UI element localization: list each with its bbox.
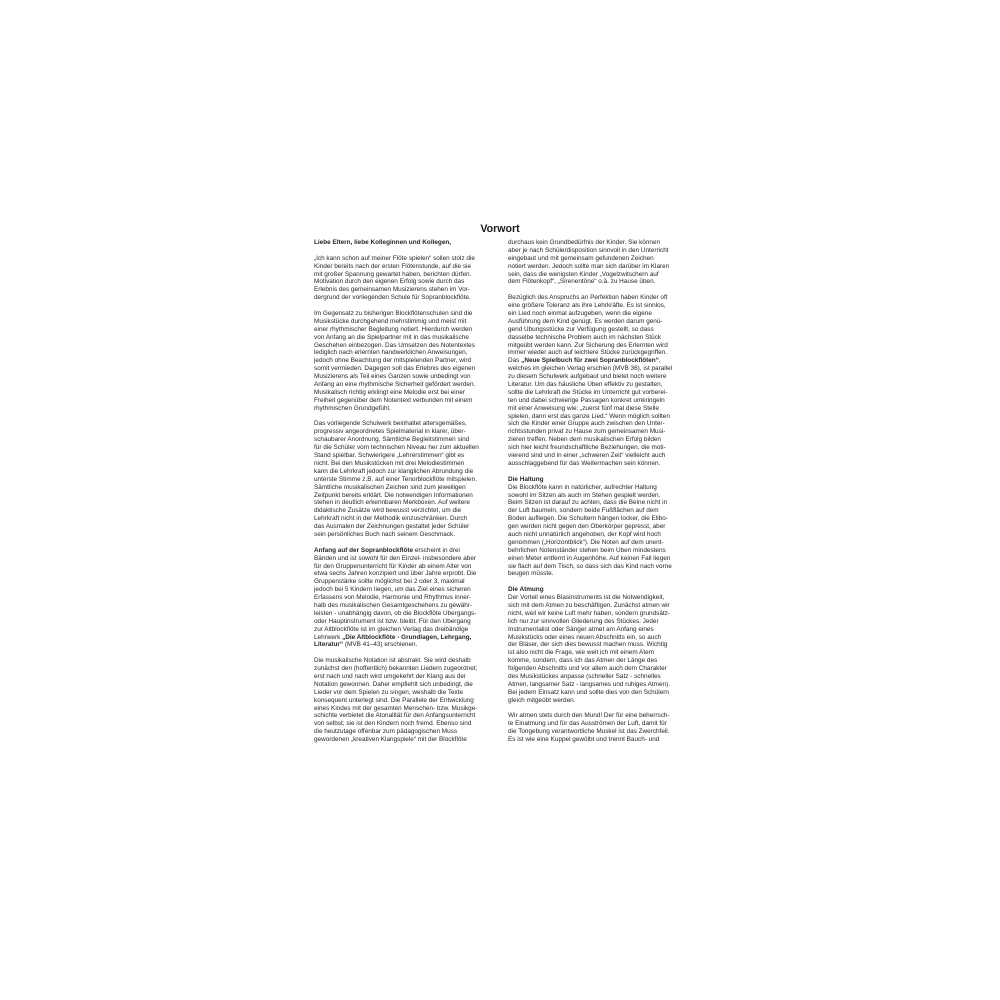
paragraph-gap <box>314 539 499 547</box>
text-segment: immer wieder auch auf leichtere Stücke zurückgegriffen. <box>508 349 668 357</box>
text-segment: unterste Stimme z.B. auf einer Tenorblockflöte mitspielen. <box>314 475 477 483</box>
text-line <box>508 444 693 452</box>
text-line <box>314 492 499 500</box>
text-segment: erscheint in drei <box>413 546 460 554</box>
text-segment: leisten - unabhängig davon, ob die Blockflöte Übergangs- <box>314 609 477 617</box>
text-line <box>508 531 693 539</box>
text-segment: Die Blockflöte kann in natürlicher, aufrechter Haltung <box>508 483 657 491</box>
text-segment: ten und dabei schwierige Passagen konkret umkringeln <box>508 396 665 404</box>
text-segment: etwa sechs Jahren konzipiert und über Jahre erprobt. Die <box>314 570 477 578</box>
text-line <box>314 436 499 444</box>
text-segment: rhythmischen Grundgefühl. <box>314 404 391 412</box>
text-line <box>508 428 693 436</box>
text-line <box>314 452 499 460</box>
text-line <box>314 365 499 373</box>
text-segment: beugen müsste. <box>508 570 554 578</box>
text-segment: einen Meter entfernt in Augenhöhe. Auf keinen Fall liegen <box>508 554 671 562</box>
text-segment: halb des musikalischen Gesamtgeschehens zu gewähr- <box>314 601 473 609</box>
text-segment: schichte verbietet die Atonalität für den Anfangsunterricht <box>314 712 476 720</box>
text-line <box>508 665 693 673</box>
text-segment: sowohl im Sitzen als auch im Stehen gespielt werden. <box>508 491 661 499</box>
text-line <box>508 476 693 484</box>
text-line <box>508 570 693 578</box>
text-line <box>314 334 499 342</box>
bold-text: Die Haltung <box>508 475 544 483</box>
text-line <box>314 697 499 705</box>
text-line <box>314 326 499 334</box>
text-segment: Bezüglich des Anspruchs an Perfektion haben Kinder oft <box>508 294 668 302</box>
text-line <box>508 555 693 563</box>
text-line <box>508 420 693 428</box>
bold-text: Die Atmung <box>508 586 544 594</box>
text-line <box>508 318 693 326</box>
text-line <box>508 641 693 649</box>
text-line <box>314 239 499 247</box>
text-segment: Die musikalische Notation ist abstrakt. Sie wird deshalb <box>314 657 471 665</box>
text-line <box>314 523 499 531</box>
text-segment: zur Altblockflöte ist im gleichen Verlag das dreibändige <box>314 625 469 633</box>
text-segment: mit großer Spannung gewartet haben, berichten dürfen. <box>314 270 472 278</box>
text-segment: nicht, weil wir keine Luft mehr haben, sondern grundsätz- <box>508 609 670 617</box>
text-segment: sie flach auf dem Tisch, so dass sich das Kind nach vorne <box>508 562 672 570</box>
text-line <box>508 523 693 531</box>
text-line <box>314 673 499 681</box>
text-line <box>508 499 693 507</box>
text-line <box>314 634 499 642</box>
text-line <box>508 736 693 744</box>
text-line <box>314 484 499 492</box>
text-segment: ausschlaggebend für das Weitermachen sein können. <box>508 459 661 467</box>
text-segment: Sämtliche musikalischen Zeichen sind zum jeweiligen <box>314 483 466 491</box>
text-segment: aber je nach Schülerdisposition sinnvoll in den Unterricht <box>508 246 669 254</box>
text-segment: oder Hauptinstrument ist bzw. bleibt. Für den Übergang <box>314 617 471 625</box>
bold-text: Liebe Eltern, liebe Kolleginnen und Kollegen, <box>314 239 452 246</box>
paragraph-gap <box>314 247 499 255</box>
text-line <box>314 428 499 436</box>
text-segment: sich mit dem Atmen zu beschäftigen. Zunächst atmen wir <box>508 601 670 609</box>
text-segment: der Bläser, der sich dies bewusst machen muss. Wichtig <box>508 641 668 649</box>
text-segment: Erfassens von Melodie, Harmonie und Rhythmus inner- <box>314 594 471 602</box>
text-line <box>508 365 693 373</box>
text-line <box>314 271 499 279</box>
text-line <box>314 657 499 665</box>
text-line <box>508 539 693 547</box>
text-segment: Anfang an eine rhythmische Sicherheit gefördert werden. <box>314 381 476 389</box>
text-line <box>508 507 693 515</box>
text-segment: eingebaut und mit gemeinsam gefundenen Zeichen <box>508 254 654 262</box>
text-segment: progressiv angeordnetes Spielmaterial in klarer, über- <box>314 428 466 436</box>
text-segment: spielen, dann erst das ganze Lied.“ Wenn möglich sollten <box>508 412 670 420</box>
text-segment: lediglich nach erlernten handwerklichen Anweisungen, <box>314 349 468 357</box>
text-line <box>314 728 499 736</box>
text-segment: einer rhythmischer Begleitung notiert. Hierdurch werden <box>314 325 473 333</box>
text-line <box>508 712 693 720</box>
text-line <box>508 634 693 642</box>
text-segment: genommen („Horizontblick“). Die Noten auf dem unent- <box>508 538 664 546</box>
text-segment: (MVB 41–43) erschienen. <box>343 641 418 649</box>
text-line <box>508 618 693 626</box>
text-line <box>314 610 499 618</box>
text-segment: Freiheit gegenüber dem Notentext verbunden mit einem <box>314 396 473 404</box>
paragraph-gap <box>508 705 693 713</box>
text-segment: folgenden Abschnitts und vor allem auch dem Charakter <box>508 665 667 673</box>
text-line <box>314 286 499 294</box>
text-line <box>314 705 499 713</box>
text-line <box>508 271 693 279</box>
text-line <box>314 578 499 586</box>
text-line <box>508 342 693 350</box>
text-segment: zunächst den (hoffentlich) bekannten Liedern zugeordnet; <box>314 665 478 673</box>
text-segment: jedoch ohne Beachtung der mitspielenden Partner, wird <box>314 357 472 365</box>
text-segment: Beim Sitzen ist darauf zu achten, dass die Beine nicht in <box>508 499 668 507</box>
text-line <box>314 618 499 626</box>
text-line <box>314 405 499 413</box>
text-segment: behrlichen Notenständer stehen beim Üben mindestens <box>508 546 666 554</box>
text-segment: Gruppenstärke sollte möglichst bei 2 oder 3, maximal <box>314 578 465 586</box>
text-segment: zieren treffen. Neben dem musikalischen Erfolg bilden <box>508 436 661 444</box>
text-line <box>314 602 499 610</box>
text-column-right <box>508 239 693 744</box>
text-segment: Der Vorteil eines Blasinstruments ist die Notwendigkeit, <box>508 594 665 602</box>
text-line <box>508 484 693 492</box>
text-line <box>314 531 499 539</box>
text-segment: eines Kindes mit der gesamten Menschen- bzw. Musikge- <box>314 704 478 712</box>
text-segment: dasselbe technische Problem auch im nächsten Stück <box>508 333 662 341</box>
text-segment: nicht. Bei den Musikstücken mit drei Melodiestimmen <box>314 459 465 467</box>
text-segment: für den Gruppenunterricht für Kinder ab einem Alter von <box>314 562 472 570</box>
text-line <box>314 420 499 428</box>
text-segment: sich hier leicht freundschaftliche Beziehungen, die moti- <box>508 444 666 452</box>
text-segment: von Anfang an die Spielpartner mit in das musikalische <box>314 333 469 341</box>
text-segment: Das vorliegende Schulwerk beinhaltet altersgemäßes, <box>314 420 467 428</box>
text-line <box>508 460 693 468</box>
text-segment: Motivation durch den eigenen Erfolg sowie durch das <box>314 278 465 286</box>
text-line <box>508 681 693 689</box>
text-line <box>314 665 499 673</box>
text-segment: somit vermieden. Dagegen soll das Erlebnis des eigenen <box>314 365 476 373</box>
text-line <box>508 389 693 397</box>
text-line <box>508 349 693 357</box>
text-segment: Erlebnis des gemeinsamen Musizierens stehen im Vor- <box>314 286 470 294</box>
text-segment: te Einatmung und für das Ausströmen der Luft, damit für <box>508 720 667 728</box>
text-line <box>314 310 499 318</box>
text-line <box>314 515 499 523</box>
text-segment: Atmen, langsamer Satz - langsames und ruhiges Atmen). <box>508 680 670 688</box>
text-line <box>314 389 499 397</box>
text-line <box>508 547 693 555</box>
text-segment: ein Lied noch einmal aufzugeben, wenn die eigene <box>508 310 652 318</box>
text-segment: Kinder bereits nach der ersten Flötenstunde, auf die sie <box>314 262 472 270</box>
text-segment: erst nach und nach wird umgekehrt der Klang aus der <box>314 672 467 680</box>
text-segment: eine größere Toleranz als ihre Lehrkräfte. Es ist sinnlos, <box>508 302 666 310</box>
text-line <box>314 570 499 578</box>
text-segment: zu diesem Schulwerk aufgebaut und bietet noch weitere <box>508 373 667 381</box>
text-line <box>314 681 499 689</box>
text-segment: Es ist wie eine Kuppel gewölbt und trennt Bauch- und <box>508 736 660 744</box>
text-line <box>508 673 693 681</box>
text-segment: mitgeübt werden kann. Zur Sicherung des Erlernten wird <box>508 341 668 349</box>
text-segment: Instrumentalist oder Sänger atmet am Anfang eines <box>508 625 654 633</box>
text-line <box>508 326 693 334</box>
text-line <box>314 720 499 728</box>
text-line <box>508 602 693 610</box>
text-segment: des Musikstückes anpasse (schneller Satz - schnelles <box>508 672 661 680</box>
text-segment: die heutzutage offenbar zum pädagogischen Muss <box>314 728 458 736</box>
text-segment: für die Schüler vom technischen Niveau her zum aktuellen <box>314 444 479 452</box>
text-segment: notiert werden. Jedoch sollte man sich darüber im Klaren <box>508 262 670 270</box>
text-line <box>314 278 499 286</box>
paragraph-gap <box>508 578 693 586</box>
text-segment: vierend sind und in einer „schweren Zeit“ vielleicht auch <box>508 452 666 460</box>
text-segment: sich die Kinder einer Gruppe auch zwischen den Unter- <box>508 420 665 428</box>
paragraph-gap <box>508 468 693 476</box>
text-segment: Musizierens als Teil eines Ganzen sowie unbedingt von <box>314 373 471 381</box>
text-segment: Boden aufliegen. Die Schultern hängen locker, die Ellbo- <box>508 515 668 523</box>
text-segment: gen werden nicht gegen den Oberkörper gepresst, aber <box>508 523 666 531</box>
text-line <box>314 373 499 381</box>
text-line <box>314 476 499 484</box>
text-line <box>508 610 693 618</box>
text-segment: konsequent unterlegt sind. Die Parallele der Entwicklung <box>314 696 474 704</box>
text-segment: dem Flötenkopf“, „Sirenentöne“ o.ä. zu Hause üben. <box>508 278 656 286</box>
text-segment: „Ich kann schon auf meiner Flöte spielen“ sollen stolz die <box>314 254 475 262</box>
text-line <box>314 594 499 602</box>
text-segment: gleich mitgeübt werden. <box>508 696 576 704</box>
page-title: Vorwort <box>480 223 520 235</box>
text-segment: die Tongebung verantwortliche Muskel ist das Zwerchfell. <box>508 728 670 736</box>
text-line <box>314 342 499 350</box>
text-segment: schaubarer Anordnung. Sämtliche Begleitstimmen sind <box>314 436 470 444</box>
text-line <box>508 381 693 389</box>
text-segment: Lehrkraft nicht in der Methodik einzuschränken. Durch <box>314 515 468 523</box>
text-line <box>508 728 693 736</box>
text-line <box>508 373 693 381</box>
text-line <box>314 689 499 697</box>
text-line <box>314 294 499 302</box>
text-segment: Bei jedem Einsatz kann und sollte dies von den Schülern <box>508 688 669 696</box>
text-line <box>314 555 499 563</box>
text-line <box>314 499 499 507</box>
bold-text: Anfang auf der Sopranblockflöte <box>314 546 414 554</box>
text-line <box>314 444 499 452</box>
text-line <box>314 736 499 744</box>
text-line <box>508 492 693 500</box>
text-segment: Wir atmen stets durch den Mund! Der für eine beherrsch- <box>508 712 670 720</box>
text-segment: ist also nicht die Frage, wie weit ich mit einem Atem <box>508 649 654 657</box>
text-segment: Im Gegensatz zu bisherigen Blockflötenschulen sind die <box>314 310 473 318</box>
text-line <box>508 452 693 460</box>
text-segment: Musikalisch richtig erklingt eine Melodie erst bei einer <box>314 388 465 396</box>
text-line <box>314 507 499 515</box>
text-segment: durchaus kein Grundbedürfnis der Kinder. Sie können <box>508 239 661 246</box>
text-line <box>314 641 499 649</box>
text-line <box>314 712 499 720</box>
text-line <box>508 626 693 634</box>
paragraph-gap <box>508 286 693 294</box>
text-segment: Zeitpunkt bereits erklärt. Die notwendigen Informationen <box>314 491 473 499</box>
text-line <box>508 689 693 697</box>
text-line <box>508 586 693 594</box>
text-line <box>314 318 499 326</box>
text-line <box>314 263 499 271</box>
text-line <box>508 563 693 571</box>
text-segment: Geschehen einbezogen. Das Umsetzen des Notentextes <box>314 341 475 349</box>
text-line <box>508 357 693 365</box>
text-segment: das Ausmalen der Zeichnungen gestaltet jeder Schüler <box>314 523 470 531</box>
text-segment: von selbst; sie ist den Kindern noch fremd. Ebenso sind <box>314 720 472 728</box>
text-segment: Bänden und ist sowohl für den Einzel- insbesondere aber <box>314 554 477 562</box>
text-column-left <box>314 239 499 744</box>
text-segment: Notation gewonnen. Daher empfiehlt sich unbedingt, die <box>314 680 473 688</box>
text-segment: welches im gleichen Verlag erschien (MVB 36), ist parallel <box>508 365 673 373</box>
text-segment: gend Übungsstücke zur Verfügung gestellt, so dass <box>508 325 654 333</box>
text-segment: richtsstunden privat zu Hause zum gemeinsamen Musi- <box>508 428 666 436</box>
text-line <box>314 563 499 571</box>
text-line <box>508 263 693 271</box>
text-line <box>314 255 499 263</box>
text-segment: mit einer Anweisung wie: „zuerst fünf mal diese Stelle <box>508 404 659 412</box>
paragraph-gap <box>314 302 499 310</box>
text-segment: sein, dass die wenigsten Kinder „Vogelzwitschern auf <box>508 270 659 278</box>
text-line <box>508 697 693 705</box>
text-line <box>314 357 499 365</box>
text-line <box>314 468 499 476</box>
text-segment: , <box>658 357 661 365</box>
text-segment: sollte die Lehrkraft die Stücke im Unterricht gut vorberei- <box>508 388 668 396</box>
text-line <box>314 381 499 389</box>
text-line <box>508 278 693 286</box>
text-segment: didaktische Zusätze wird bewusst verzichtet, um die <box>314 507 462 515</box>
text-line <box>314 626 499 634</box>
text-line <box>314 349 499 357</box>
text-segment: lich nur zur sinnvollen Gliederung des Stückes. Jeder <box>508 617 659 625</box>
text-segment: sein persönliches Buch nach seinem Geschmack. <box>314 530 456 538</box>
text-line <box>314 586 499 594</box>
text-line <box>508 302 693 310</box>
text-segment: Das <box>508 357 522 365</box>
text-segment: dergrund der vorliegenden Schule für Sopranblockflöte. <box>314 294 471 302</box>
text-segment: gewordenen „kreativen Klangspiele“ mit der Blockflöte <box>314 736 467 744</box>
text-segment: komme, sondern, dass ich das Atmen der Länge des <box>508 657 658 665</box>
text-segment: jedoch bei 5 Kindern liegen, um das Ziel eines sicheren <box>314 586 471 594</box>
text-line <box>508 239 693 247</box>
text-line <box>314 397 499 405</box>
text-segment: Lieder vor dem Spielen zu singen, weshalb die Texte <box>314 688 464 696</box>
text-line <box>508 413 693 421</box>
text-line <box>508 397 693 405</box>
text-line <box>508 405 693 413</box>
text-line <box>508 255 693 263</box>
text-line <box>508 657 693 665</box>
text-line <box>314 460 499 468</box>
text-segment: Literatur. Um das häusliche Üben effektiv zu gestalten, <box>508 381 663 389</box>
text-line <box>508 294 693 302</box>
bold-text: „Die Altblockflöte - Grundlagen, Lehrgang, <box>342 633 472 641</box>
text-line <box>508 649 693 657</box>
bold-text: „Neue Spielbuch für zwei Sopranblockflöten“ <box>521 357 659 365</box>
text-segment: Musikstücks oder eines neuen Abschnitts ein, so auch <box>508 633 662 641</box>
text-segment: Lehrwerk <box>314 633 343 641</box>
text-line <box>508 436 693 444</box>
text-segment: Ausführung dem Kind genügt. Es werden darum genü- <box>508 317 663 325</box>
text-line <box>508 334 693 342</box>
paragraph-gap <box>314 649 499 657</box>
text-segment: Stand spielbar. Schwierigere „Lehrerstimmen“ gibt es <box>314 452 465 460</box>
text-segment: stehen in deutlich erkennbaren Merkboxen. Auf weitere <box>314 499 470 507</box>
paragraph-gap <box>314 413 499 421</box>
text-segment: auch nicht unnatürlich angehoben, der Kopf wird hoch <box>508 530 661 538</box>
text-line <box>314 547 499 555</box>
bold-text: Literatur“ <box>314 641 344 649</box>
text-line <box>508 720 693 728</box>
text-line <box>508 247 693 255</box>
text-line <box>508 310 693 318</box>
text-segment: Musikstücke durchgehend mehrstimmig und meist mit <box>314 317 467 325</box>
text-segment: kann die Lehrkraft jedoch zur klanglichen Abrundung die <box>314 467 474 475</box>
text-line <box>508 594 693 602</box>
text-segment: der Luft baumeln, sondern beide Fußflächen auf dem <box>508 507 659 515</box>
text-line <box>508 515 693 523</box>
